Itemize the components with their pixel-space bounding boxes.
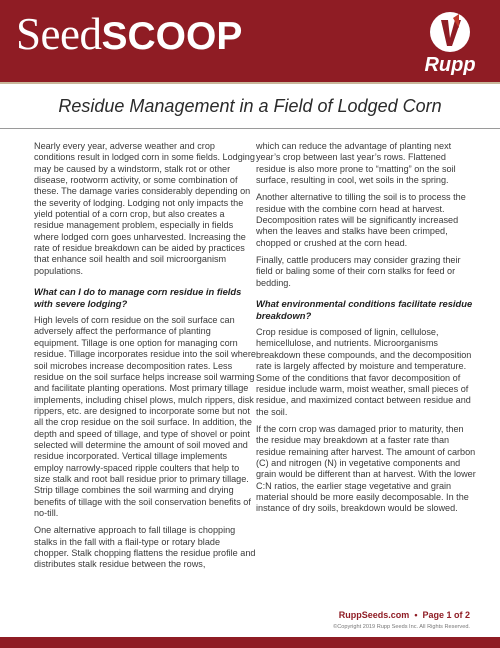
logo-text: Rupp xyxy=(424,54,476,76)
body-paragraph: High levels of corn residue on the soil surface can adversely affect the performance of planting equipment. Tillage is one option for managing corn residue. Tillage incorporates residue into the soil where soil microbes increase decomposition rates. Less residue on the soil surface helps increase soil warming and facilitate planting operations. Most primary tillage implements, including chisel plows, mulch rippers, disk rippers, etc. are designed to incorporate some but not all the crop residue on the soil surface. In addition, the depth and speed of tillage, and type of shovel or point selected will determine the amount of soil moved and residue incorporated. Vertical tillage implements employ narrowly-spaced ripple coulters that help to size stalk and root ball residue prior to primary tillage. Strip tillage combines the soil warming and drying benefits of tillage with the soil conservation benefits of no-till. xyxy=(34,315,256,518)
brand-scoop: SCOOP xyxy=(101,15,243,58)
document-title: Residue Management in a Field of Lodged Corn xyxy=(58,96,442,116)
body-paragraph: Nearly every year, adverse weather and crop conditions result in lodged corn in some fields. Lodging may be caused by a windstorm, stalk rot or other disease, rootworm activity, or some combination of these. The damage varies considerably depending on the severity of lodging. Lodging not only impacts the yield potential of a corn crop, but also creates a residue management problem, especially in fields where lodged corn goes unharvested. Increasing the rate of residue breakdown can be aided by practices that enhance soil health and soil microorganism populations. xyxy=(34,141,255,276)
left-column xyxy=(34,141,256,577)
footer-separator: • xyxy=(414,610,418,620)
body-paragraph: Finally, cattle producers may consider grazing their field or baling some of their corn stalks for feed or bedding. xyxy=(256,255,461,288)
right-column xyxy=(256,141,478,521)
seedscoop-wordmark xyxy=(16,10,242,61)
header-banner xyxy=(0,0,500,82)
brand-seed: Seed xyxy=(16,9,102,59)
body-paragraph: If the corn crop was damaged prior to maturity, then the residue may breakdown at a faster rate than residue remaining after harvest. The amount of carbon (C) and nitrogen (N) in vegetative components and grain would be different than at harvest. With the lower C:N ratios, the earlier stage vegetative and grain material should be more easily decomposable. In the instance of dry soils, breakdown would be slowed. xyxy=(256,423,476,514)
bottom-bar xyxy=(0,637,500,648)
section-heading: What environmental conditions facilitate residue breakdown? xyxy=(256,298,473,322)
body-paragraph: Crop residue is composed of lignin, cellulose, hemicellulose, and nutrients. Microorganisms breakdown these compounds, and the decomposition rate is largely affected by moisture and temperature. Some of the conditions that favor decomposition of residue include warm, moist weather, small pieces of residue, and maximized contact between residue and the soil. xyxy=(256,327,472,417)
footer-page-number: Page 1 of 2 xyxy=(422,610,470,620)
body-paragraph: One alternative approach to fall tillage is chopping stalks in the fall with a flail-type or rotary blade chopper. Stalk chopping flattens the residue profile and distributes stalk residue between the rows, xyxy=(34,525,256,570)
body-paragraph: which can reduce the advantage of planting next year’s crop between last year’s rows. Flattened residue is also more prone to “matting” on the soil surface, resulting in cool, wet soils in the spring. xyxy=(256,141,456,186)
section-heading: What can I do to manage corn residue in fields with severe lodging? xyxy=(34,286,242,310)
banner-divider xyxy=(0,82,500,84)
rupp-logo-icon xyxy=(412,8,488,78)
footer-copyright: ©Copyright 2019 Rupp Seeds Inc. All Rights Reserved. xyxy=(333,624,470,630)
body-paragraph: Another alternative to tilling the soil is to process the residue with the combine corn head at harvest. Decomposition rates will be significantly increased when the leaves and stalks have been crimped, chopped or crushed at the corn head. xyxy=(256,192,466,248)
title-divider xyxy=(0,128,500,129)
footer xyxy=(0,610,470,620)
footer-website: RuppSeeds.com xyxy=(338,610,410,620)
